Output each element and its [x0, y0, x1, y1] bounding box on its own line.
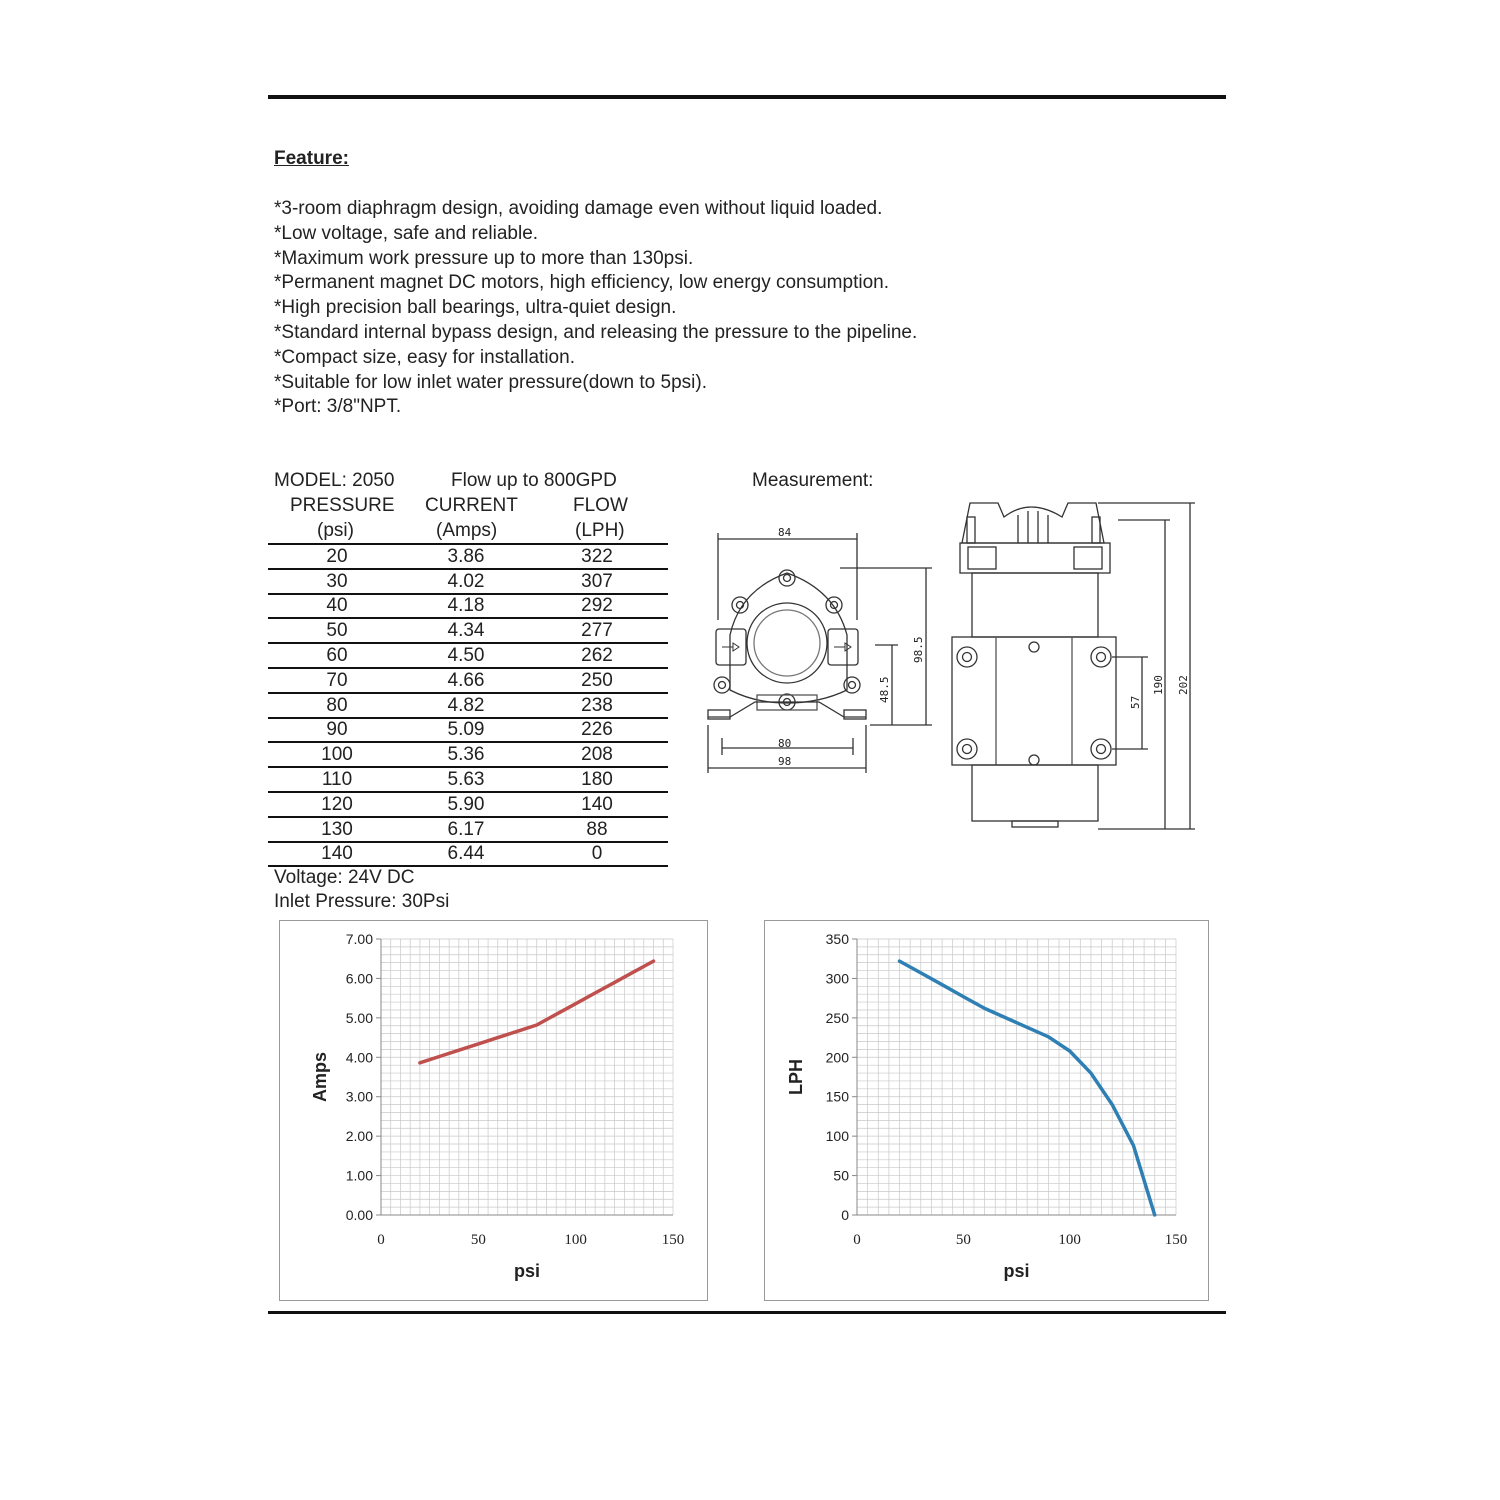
table-row [268, 594, 668, 619]
pressure-cell: 130 [268, 817, 406, 842]
flow-cell: 208 [526, 742, 668, 767]
dim-height-overall: 98.5 [912, 636, 925, 663]
flow-rating: Flow up to 800GPD [451, 470, 617, 491]
table-row [268, 718, 668, 743]
table-row [268, 693, 668, 718]
y-tick-label: 3.00 [345, 1088, 373, 1105]
table-row [268, 618, 668, 643]
flow-cell: 238 [526, 693, 668, 718]
pressure-cell: 120 [268, 792, 406, 817]
current-cell: 5.09 [406, 718, 526, 743]
feature-item: *High precision ball bearings, ultra-quiet design. [274, 297, 677, 319]
x-tick-label: 100 [564, 1232, 587, 1248]
current-cell: 3.86 [406, 544, 526, 569]
y-tick-label: 200 [825, 1049, 849, 1066]
flow-cell: 262 [526, 643, 668, 668]
dim-width-top: 84 [778, 526, 792, 539]
table-row [268, 792, 668, 817]
feature-item: *Compact size, easy for installation. [274, 346, 575, 368]
feature-item: *Low voltage, safe and reliable. [274, 222, 539, 244]
y-axis-label: LPH [786, 1059, 806, 1095]
flow-cell: 322 [526, 544, 668, 569]
pressure-cell: 50 [268, 618, 406, 643]
x-tick-label: 0 [377, 1232, 385, 1248]
pressure-cell: 70 [268, 668, 406, 693]
pressure-cell: 30 [268, 569, 406, 594]
bottom-rule [268, 1311, 1226, 1314]
pressure-cell: 110 [268, 767, 406, 792]
pressure-cell: 100 [268, 742, 406, 767]
flow-cell: 307 [526, 569, 668, 594]
dim-mount-spacing: 57 [1129, 695, 1142, 709]
y-tick-label: 5.00 [345, 1009, 373, 1026]
dim-width-base: 80 [778, 737, 792, 750]
table-row [268, 643, 668, 668]
measurement-title: Measurement: [752, 470, 874, 491]
feature-heading: Feature: [274, 148, 349, 169]
pressure-cell: 60 [268, 643, 406, 668]
table-row [268, 569, 668, 594]
flow-unit: (LPH) [575, 520, 625, 541]
dim-length-overall: 202 [1177, 675, 1190, 695]
current-cell: 4.66 [406, 668, 526, 693]
x-tick-label: 150 [1164, 1232, 1188, 1248]
voltage-label: Voltage: 24V DC [274, 867, 415, 888]
current-header: CURRENT [425, 495, 518, 516]
flow-cell: 226 [526, 718, 668, 743]
current-cell: 4.34 [406, 618, 526, 643]
y-tick-label: 0 [841, 1207, 849, 1223]
pressure-cell: 140 [268, 842, 406, 867]
y-axis-label: Amps [310, 1051, 330, 1103]
pressure-cell: 40 [268, 594, 406, 619]
current-cell: 4.02 [406, 569, 526, 594]
inlet-pressure-label: Inlet Pressure: 30Psi [274, 891, 450, 912]
pump-side-view [952, 503, 1195, 829]
table-row [268, 767, 668, 792]
table-row [268, 742, 668, 767]
current-cell: 5.90 [406, 792, 526, 817]
feature-item: *Suitable for low inlet water pressure(down to 5psi). [274, 371, 707, 393]
pressure-unit: (psi) [317, 520, 354, 541]
feature-item: *Standard internal bypass design, and releasing the pressure to the pipeline. [274, 321, 918, 343]
pump-front-view [708, 533, 932, 773]
table-row [268, 842, 668, 867]
current-cell: 6.17 [406, 817, 526, 842]
flow-chart-svg [765, 921, 1208, 1300]
flow-header: FLOW [573, 495, 628, 516]
pressure-cell: 80 [268, 693, 406, 718]
pump-dimension-drawing [700, 495, 1200, 840]
x-tick-label: 150 [661, 1232, 685, 1248]
y-tick-label: 1.00 [345, 1167, 373, 1184]
current-cell: 4.50 [406, 643, 526, 668]
table-row [268, 817, 668, 842]
flow-chart [764, 920, 1209, 1301]
current-cell: 4.18 [406, 594, 526, 619]
flow-cell: 277 [526, 618, 668, 643]
flow-cell: 0 [526, 842, 668, 867]
y-tick-label: 100 [825, 1128, 849, 1145]
y-tick-label: 150 [825, 1088, 849, 1105]
model-label: MODEL: 2050 [274, 470, 395, 491]
pressure-header: PRESSURE [290, 495, 395, 516]
spec-table [268, 543, 668, 867]
current-chart [279, 920, 708, 1301]
x-axis-label: psi [513, 1261, 541, 1281]
y-tick-label: 350 [825, 931, 849, 947]
y-tick-label: 2.00 [345, 1128, 373, 1145]
flow-cell: 180 [526, 767, 668, 792]
feature-item: *3-room diaphragm design, avoiding damage even without liquid loaded. [274, 198, 883, 219]
flow-cell: 140 [526, 792, 668, 817]
dim-height-body: 48.5 [878, 676, 891, 703]
dim-length-body: 190 [1152, 675, 1165, 695]
x-tick-label: 100 [1058, 1232, 1081, 1248]
feature-item: *Maximum work pressure up to more than 130psi. [274, 247, 694, 269]
current-cell: 4.82 [406, 693, 526, 718]
x-tick-label: 50 [955, 1232, 971, 1248]
flow-cell: 292 [526, 594, 668, 619]
current-unit: (Amps) [436, 520, 498, 541]
pressure-cell: 90 [268, 718, 406, 743]
dim-width-overall: 98 [778, 755, 792, 768]
current-cell: 6.44 [406, 842, 526, 867]
y-tick-label: 300 [825, 970, 849, 987]
y-tick-label: 250 [825, 1009, 849, 1026]
y-tick-label: 50 [833, 1167, 849, 1184]
current-chart-svg [280, 921, 707, 1300]
top-rule [268, 95, 1226, 99]
feature-item: *Port: 3/8"NPT. [274, 396, 402, 418]
table-row [268, 544, 668, 569]
y-tick-label: 4.00 [345, 1049, 373, 1066]
y-tick-label: 7.00 [345, 931, 373, 947]
pressure-cell: 20 [268, 544, 406, 569]
x-tick-label: 50 [470, 1232, 486, 1248]
x-axis-label: psi [1003, 1261, 1030, 1281]
feature-list [274, 197, 917, 420]
current-cell: 5.63 [406, 767, 526, 792]
spec-table-header [268, 468, 668, 543]
y-tick-label: 0.00 [345, 1207, 373, 1223]
flow-cell: 250 [526, 668, 668, 693]
y-tick-label: 6.00 [345, 970, 373, 987]
flow-cell: 88 [526, 817, 668, 842]
current-cell: 5.36 [406, 742, 526, 767]
x-tick-label: 0 [853, 1232, 861, 1248]
table-row [268, 668, 668, 693]
feature-item: *Permanent magnet DC motors, high efficiency, low energy consumption. [274, 272, 889, 294]
